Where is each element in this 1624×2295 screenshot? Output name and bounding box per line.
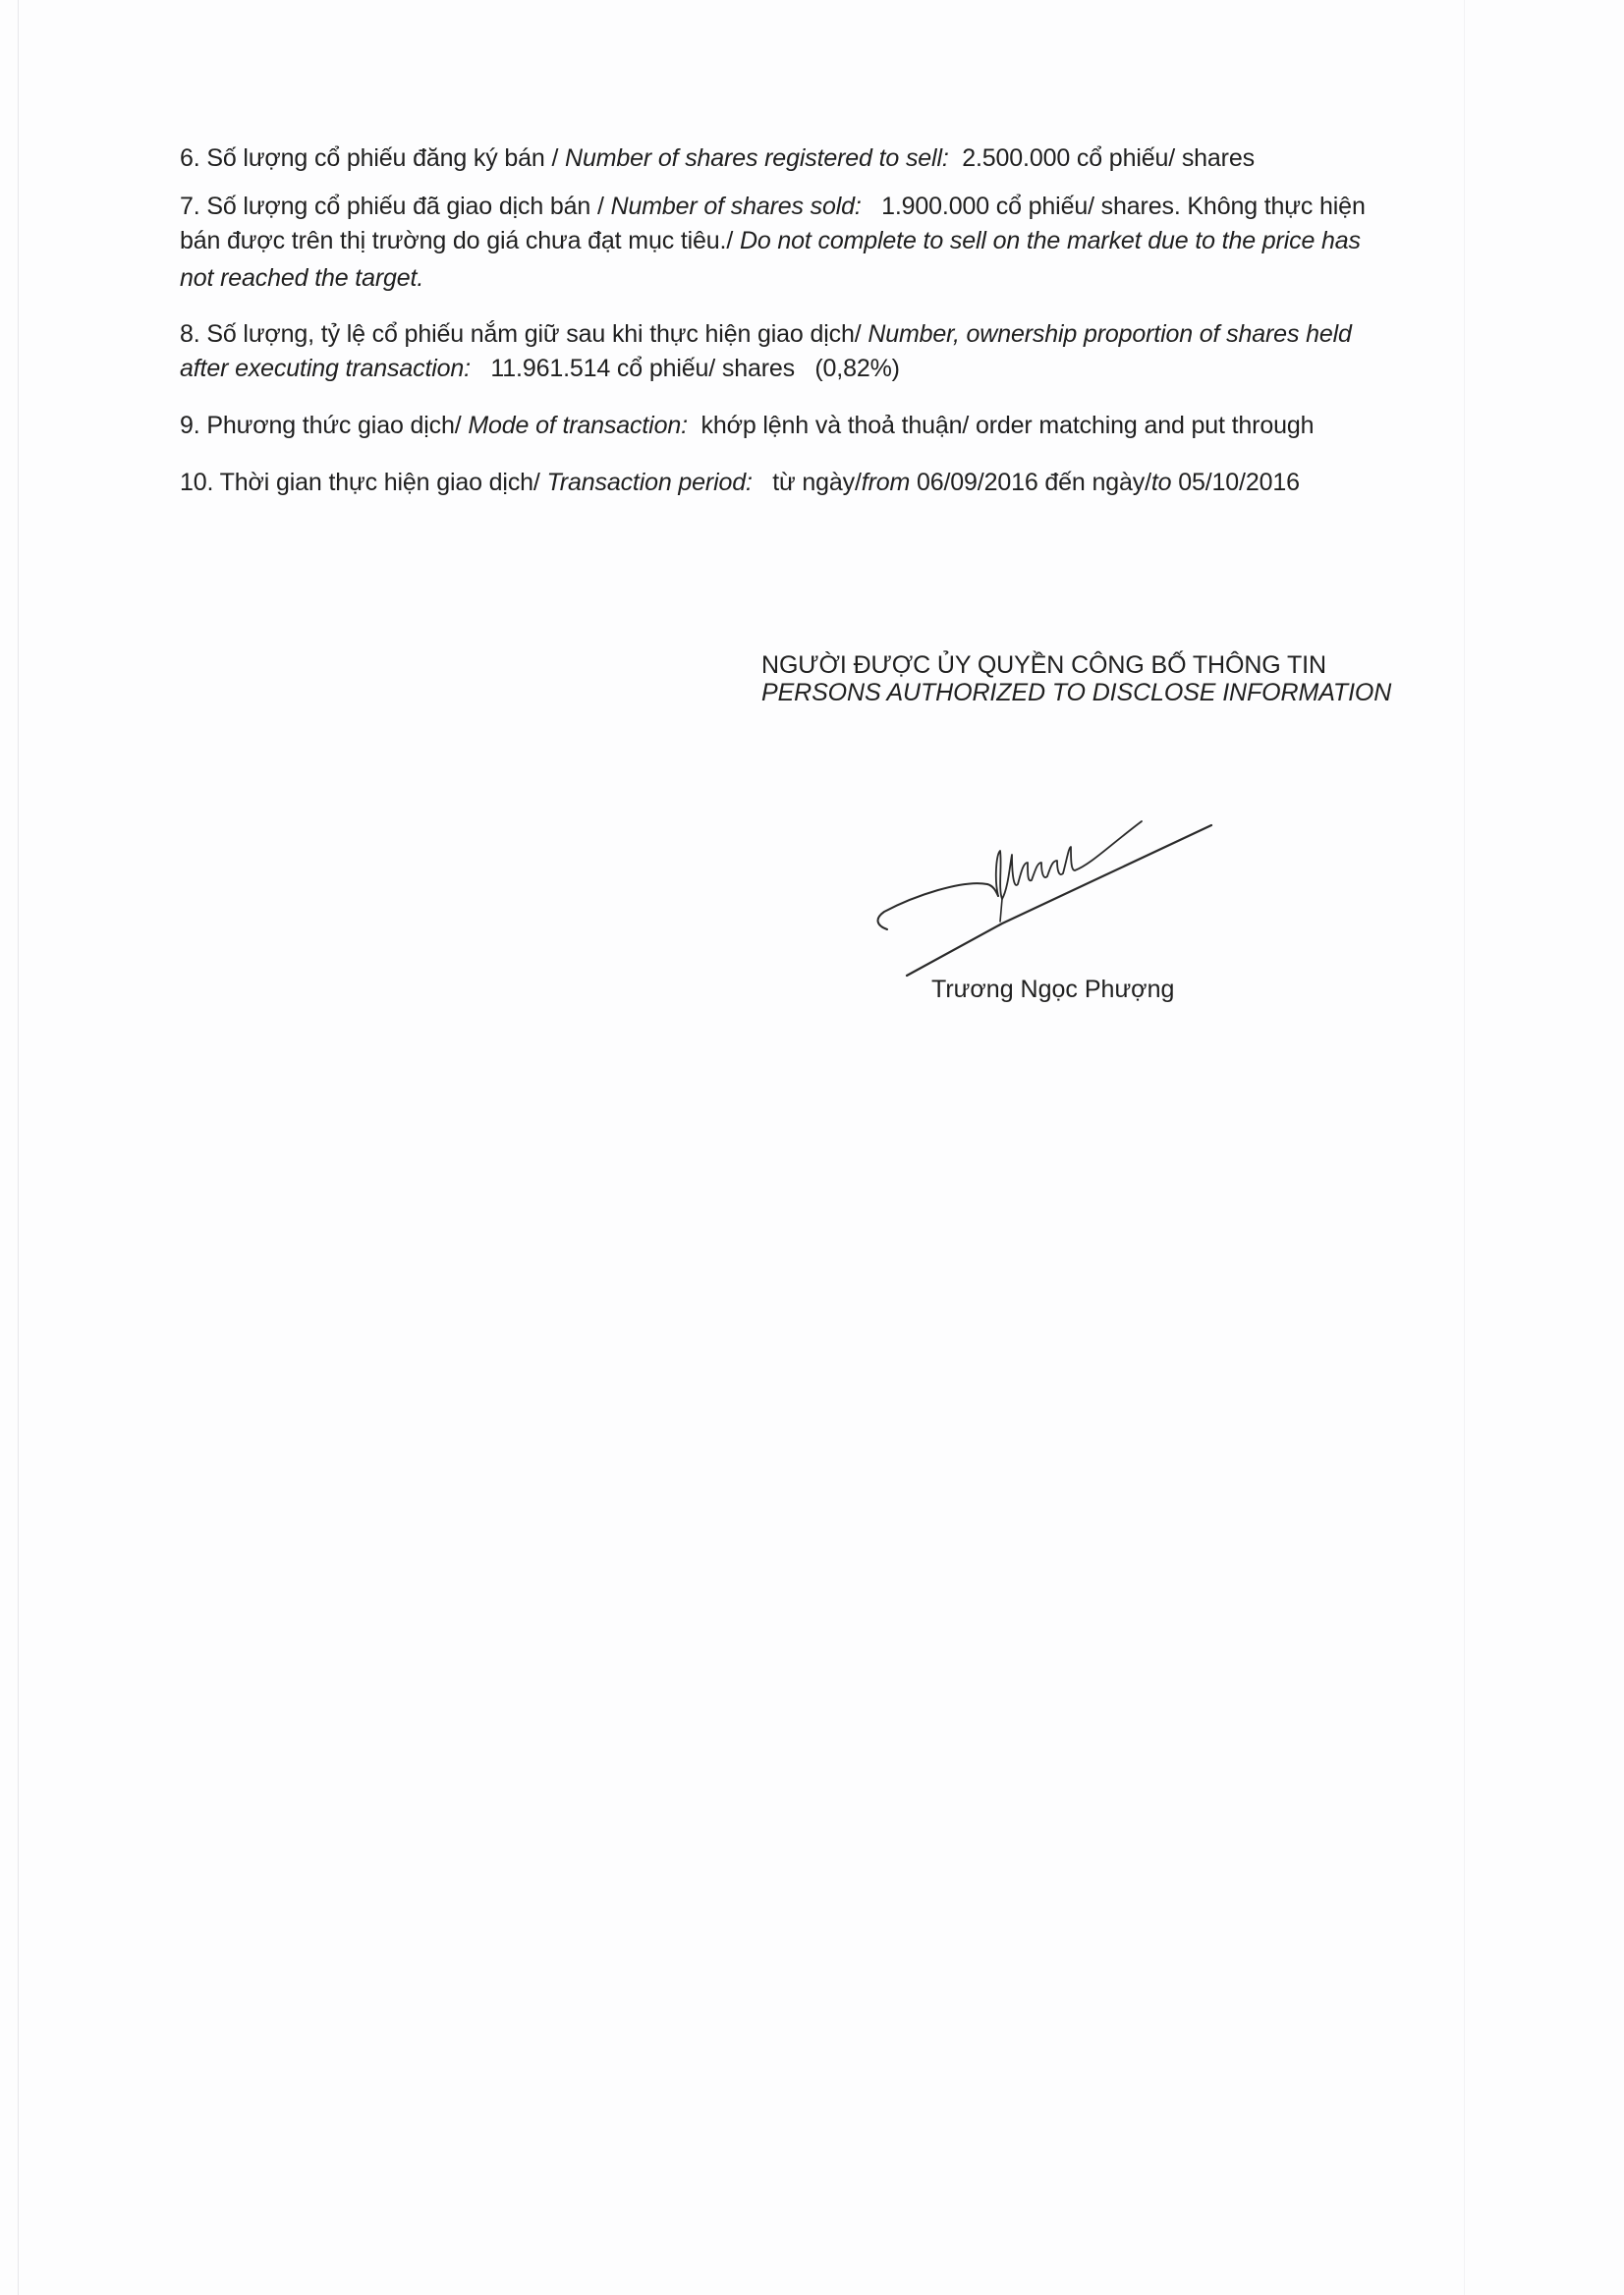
item-10-line [180,468,1300,497]
item-label-en: Transaction period: [546,469,753,496]
item-number: 8. [180,320,200,348]
item-label-en: Mode of transaction: [468,412,688,439]
item-label-vi: Số lượng, tỷ lệ cổ phiếu nắm giữ sau khi thực hiện giao dịch/ [206,320,868,348]
item-label-vi: Thời gian thực hiện giao dịch/ [219,469,547,496]
signature-title-en: PERSONS AUTHORIZED TO DISCLOSE INFORMATION [761,679,1392,706]
item-value-to-label: to [1150,469,1172,496]
scan-artifact-line [1464,0,1465,2295]
signer-name: Trương Ngọc Phượng [931,976,1175,1003]
item-label-vi: Số lượng cổ phiếu đăng ký bán / [206,144,566,172]
item-value: 11.961.514 cổ phiếu/ shares (0,82%) [470,355,900,382]
item-8-line-1 [180,319,1352,349]
item-number: 9. [180,412,200,439]
item-6-line [180,143,1255,173]
item-label-vi: Số lượng cổ phiếu đã giao dịch bán / [206,193,611,220]
item-label-vi: Phương thức giao dịch/ [206,412,469,439]
item-value-from-label: from [861,469,911,496]
item-number: 10. [180,469,214,496]
item-7-line-2 [180,226,1361,255]
item-note-en: Do not complete to sell on the market due to the price has [739,227,1361,254]
item-7-line-3 [180,263,423,293]
item-note-vi: bán được trên thị trường do giá chưa đạt mục tiêu./ [180,227,740,254]
item-value: 2.500.000 cổ phiếu/ shares [948,144,1255,172]
page-left-edge [18,0,19,2295]
item-number: 6. [180,144,200,172]
item-label-en: Number of shares registered to sell: [565,144,949,172]
item-label-en: Number, ownership proportion of shares held [868,320,1352,348]
item-8-line-2 [180,354,900,383]
item-7-line-1 [180,192,1366,221]
item-value-to: 05/10/2016 [1171,469,1300,496]
item-number: 7. [180,193,200,220]
item-label-en-cont: after executing transaction: [180,355,471,382]
signature-title-vi: NGƯỜI ĐƯỢC ỦY QUYỀN CÔNG BỐ THÔNG TIN [761,651,1326,679]
item-value: khớp lệnh và thoả thuận/ order matching and put through [687,412,1315,439]
item-9-line [180,411,1314,440]
item-value: 1.900.000 cổ phiếu/ shares. Không thực hiện [861,193,1366,220]
item-label-en: Number of shares sold: [610,193,862,220]
item-value-pre: từ ngày/ [752,469,862,496]
item-note-en-cont: not reached the target. [180,264,424,292]
item-value-from: 06/09/2016 đến ngày/ [910,469,1151,496]
